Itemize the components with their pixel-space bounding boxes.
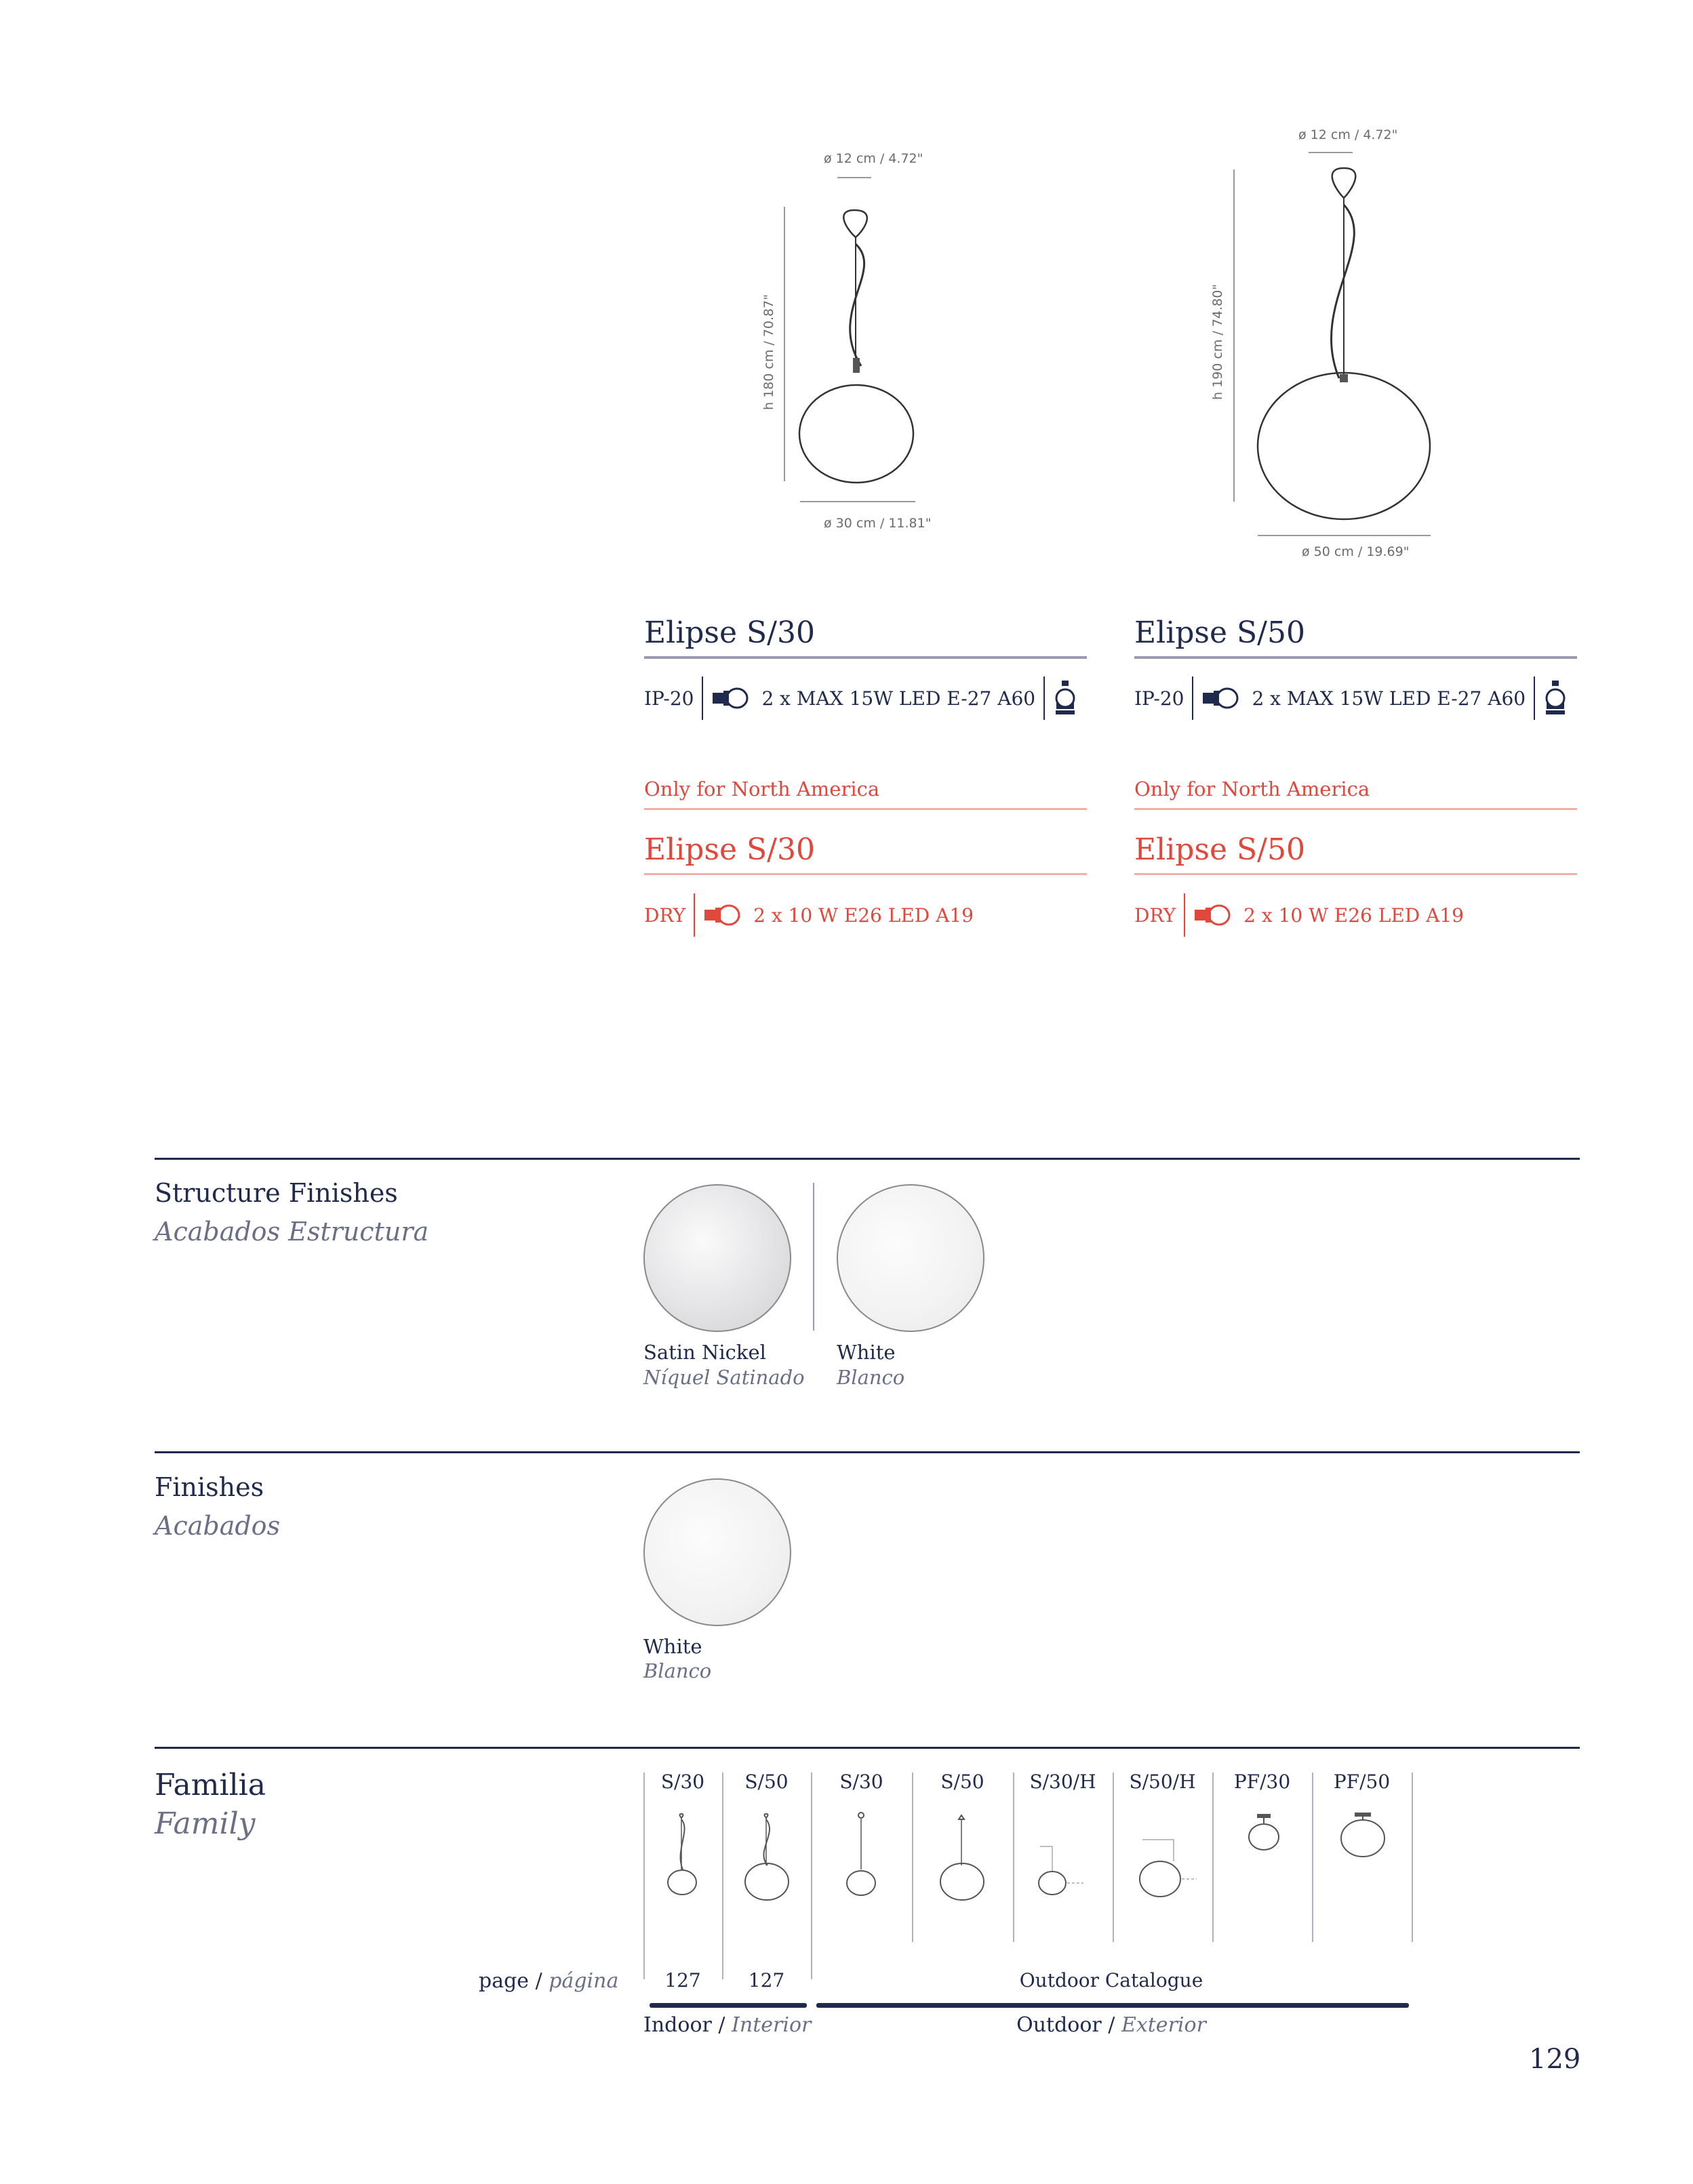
na-rule: [1134, 808, 1577, 810]
divider: [1184, 893, 1185, 937]
elipse-s30-drawing: [746, 142, 949, 549]
outdoor-bar: [816, 2003, 1409, 2008]
elipse-s50-drawing: [1207, 122, 1451, 563]
dimmable-icon: [1053, 679, 1077, 717]
structure-finishes-title: Structure Finishes: [155, 1178, 398, 1208]
page-label: page / página: [479, 1969, 619, 1993]
swatch-name: Satin Nickel: [643, 1341, 766, 1364]
dry-rating: DRY: [644, 904, 686, 927]
dimmable-icon: [1543, 679, 1568, 717]
indoor-bar: [650, 2003, 807, 2008]
product-title: Elipse S/30: [644, 615, 815, 650]
na-product-title: Elipse S/30: [644, 832, 815, 867]
column-divider: [1013, 1773, 1014, 1942]
na-spec-row: [1134, 893, 1464, 937]
divider: [1534, 676, 1535, 720]
family-col-label: S/50/H: [1129, 1771, 1196, 1793]
page-ref: 127: [748, 1969, 785, 1991]
finishes-subtitle: Acabados: [155, 1511, 281, 1541]
na-spec-row: [644, 893, 974, 937]
family-thumbnail-s30-indoor: [661, 1810, 704, 1898]
family-thumbnail-pf50: [1336, 1808, 1390, 1866]
ip-rating: IP-20: [1134, 687, 1184, 710]
outdoor-legend: Outdoor / Exterior: [1016, 2013, 1206, 2037]
divider: [1192, 676, 1193, 720]
page-ref: 127: [664, 1969, 701, 1991]
swatch-subname: Blanco: [643, 1659, 712, 1682]
swatch-divider: [813, 1183, 814, 1331]
finishes-title: Finishes: [155, 1472, 264, 1502]
title-rule: [1134, 656, 1577, 659]
family-col-label: S/30: [839, 1771, 883, 1793]
na-product-title: Elipse S/50: [1134, 832, 1305, 867]
column-divider: [811, 1773, 812, 1979]
swatch-name: White: [837, 1341, 896, 1364]
bottom-dim: ø 30 cm / 11.81": [824, 516, 932, 531]
column-divider: [722, 1773, 723, 1979]
column-divider: [1412, 1773, 1413, 1942]
bulb-icon: [711, 687, 749, 710]
family-col-label: S/30/H: [1029, 1771, 1096, 1793]
family-thumbnail-s30h: [1036, 1844, 1097, 1901]
bulb-icon: [703, 904, 741, 927]
bulb-spec: 2 x MAX 15W LED E-27 A60: [1252, 687, 1526, 710]
family-col-label: PF/30: [1233, 1771, 1291, 1793]
na-bulb-spec: 2 x 10 W E26 LED A19: [753, 904, 974, 927]
family-thumbnail-s50-outdoor: [936, 1810, 990, 1901]
na-title-rule: [1134, 873, 1577, 875]
family-thumbnail-s30-outdoor: [839, 1810, 883, 1898]
bottom-dim: ø 50 cm / 19.69": [1302, 544, 1410, 559]
bulb-icon: [1193, 904, 1231, 927]
swatch-subname: Níquel Satinado: [643, 1366, 805, 1389]
north-america-label: Only for North America: [1134, 777, 1370, 801]
white-swatch: [643, 1478, 791, 1626]
column-divider: [643, 1773, 645, 1979]
section-divider: [155, 1158, 1580, 1160]
top-dim: ø 12 cm / 4.72": [1298, 127, 1398, 142]
satin-nickel-swatch: [643, 1184, 791, 1332]
structure-finishes-subtitle: Acabados Estructura: [155, 1217, 429, 1247]
family-thumbnail-pf30: [1242, 1810, 1286, 1864]
spec-row: [644, 676, 1077, 720]
divider: [694, 893, 695, 937]
indoor-legend: Indoor / Interior: [643, 2013, 812, 2037]
family-thumbnail-s50h: [1136, 1837, 1203, 1905]
family-subtitle: Family: [155, 1806, 256, 1841]
column-divider: [1113, 1773, 1114, 1942]
family-title: Familia: [155, 1768, 266, 1802]
top-dim: ø 12 cm / 4.72": [824, 151, 923, 166]
bulb-icon: [1201, 687, 1239, 710]
na-rule: [644, 808, 1087, 810]
column-divider: [1212, 1773, 1214, 1942]
family-col-label: S/50: [940, 1771, 984, 1793]
column-divider: [912, 1773, 913, 1942]
product-title: Elipse S/50: [1134, 615, 1305, 650]
ip-rating: IP-20: [644, 687, 694, 710]
title-rule: [644, 656, 1087, 659]
divider: [1043, 676, 1045, 720]
divider: [702, 676, 703, 720]
family-col-label: S/30: [660, 1771, 705, 1793]
north-america-label: Only for North America: [644, 777, 880, 801]
section-divider: [155, 1451, 1580, 1453]
swatch-name: White: [643, 1635, 702, 1658]
height-dim: h 180 cm / 70.87": [761, 294, 776, 410]
dry-rating: DRY: [1134, 904, 1176, 927]
na-bulb-spec: 2 x 10 W E26 LED A19: [1243, 904, 1464, 927]
spec-row: [1134, 676, 1568, 720]
outdoor-catalogue-ref: Outdoor Catalogue: [1019, 1969, 1203, 1991]
column-divider: [1312, 1773, 1313, 1942]
family-col-label: S/50: [744, 1771, 789, 1793]
height-dim: h 190 cm / 74.80": [1210, 284, 1225, 400]
section-divider: [155, 1747, 1580, 1749]
family-thumbnail-s50-indoor: [740, 1810, 795, 1901]
white-swatch: [837, 1184, 984, 1332]
swatch-subname: Blanco: [837, 1366, 905, 1389]
family-col-label: PF/50: [1333, 1771, 1391, 1793]
bulb-spec: 2 x MAX 15W LED E-27 A60: [761, 687, 1036, 710]
page-number: 129: [1529, 2044, 1581, 2075]
na-title-rule: [644, 873, 1087, 875]
